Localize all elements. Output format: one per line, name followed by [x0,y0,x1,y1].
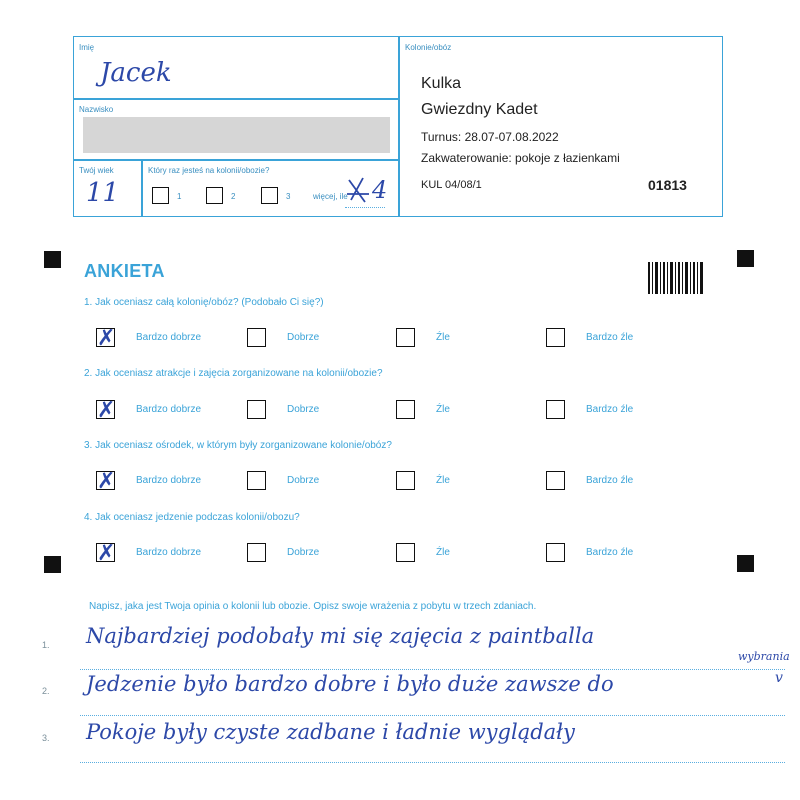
q1-checkbox-1[interactable] [96,326,116,351]
times-checkbox-3[interactable] [261,187,278,204]
times-option-3: 3 [286,192,291,201]
camp-label: Kolonie/obóz [405,43,452,52]
first-name-label: Imię [79,43,95,52]
times-option-2: 2 [231,192,236,201]
q4-checkbox-4[interactable] [546,543,565,562]
opinion-answer-1[interactable]: Najbardziej podobały mi się zajęcia z paintballa [86,624,595,648]
q1-option-label-2: Dobrze [287,332,320,343]
check-mark-icon: ✗ [97,398,116,423]
age-value[interactable]: 11 [86,178,120,208]
q1-option-label-1: Bardzo dobrze [136,332,202,343]
q1-checkbox-4[interactable] [546,328,565,347]
opinion-answer-2[interactable]: Jedzenie było bardzo dobre i było duże zawsze do [86,672,614,696]
q3-option-label-4: Bardzo źle [586,475,634,486]
barcode [648,262,704,294]
opinion-line-2 [80,715,785,716]
q1-checkbox-3[interactable] [396,328,415,347]
last-name-label: Nazwisko [79,105,114,114]
times-more-line [345,207,385,208]
q4-checkbox-2[interactable] [247,543,266,562]
check-mark-icon: ✗ [97,469,116,494]
first-name-value[interactable]: Jacek [100,58,172,88]
q2-checkbox-1[interactable] [96,398,116,423]
q1-option-label-3: Źle [436,332,450,343]
check-mark-icon: ✗ [97,326,116,351]
header-divider [398,36,400,217]
q2-checkbox-4[interactable] [546,400,565,419]
q4-option-label-2: Dobrze [287,547,320,558]
times-option-1: 1 [177,192,182,201]
camp-code: KUL 04/08/1 [421,179,482,191]
q3-checkbox-2[interactable] [247,471,266,490]
times-more-value[interactable]: 4 [372,176,388,204]
q3-option-label-1: Bardzo dobrze [136,475,202,486]
opinion-answer-3[interactable]: Pokoje były czyste zadbane i ładnie wyglądały [86,720,575,744]
q4-option-label-1: Bardzo dobrze [136,547,202,558]
q2-option-label-1: Bardzo dobrze [136,404,202,415]
question-3: 3. Jak oceniasz ośrodek, w którym były zorganizowane kolonie/obóz? [84,440,392,451]
q2-option-label-3: Źle [436,404,450,415]
age-label: Twój wiek [79,166,114,175]
form-number: 01813 [648,177,687,193]
q3-option-label-3: Źle [436,475,450,486]
q4-checkbox-3[interactable] [396,543,415,562]
opinion-prompt: Napisz, jaka jest Twoja opinia o kolonii lub obozie. Opisz swoje wrażenia z pobytu w trzech zdaniach. [89,601,537,612]
opinion-insertion: wybrania [738,650,790,663]
times-checkbox-2[interactable] [206,187,223,204]
question-4: 4. Jak oceniasz jedzenie podczas kolonii/obozu? [84,512,300,523]
name-divider [73,98,399,100]
turnus: Turnus: 28.07-07.08.2022 [421,130,559,144]
q4-checkbox-1[interactable] [96,541,116,566]
q3-option-label-2: Dobrze [287,475,320,486]
q4-option-label-4: Bardzo źle [586,547,634,558]
q3-checkbox-1[interactable] [96,469,116,494]
camp-program: Gwiezdny Kadet [421,101,538,118]
accommodation: Zakwaterowanie: pokoje z łazienkami [421,151,620,165]
question-1: 1. Jak oceniasz całą kolonię/obóz? (Podobało Ci się?) [84,297,324,308]
line-number-2: 2. [42,686,50,696]
check-mark-icon: ✗ [97,541,116,566]
q2-checkbox-3[interactable] [396,400,415,419]
registration-mark-bottom-left [44,556,61,573]
camp-name: Kulka [421,75,462,92]
last-name-redaction [83,117,390,153]
q2-option-label-4: Bardzo źle [586,404,634,415]
survey-title: ANKIETA [84,261,165,281]
q1-option-label-4: Bardzo źle [586,332,634,343]
times-label: Który raz jesteś na kolonii/obozie? [148,166,270,175]
question-2: 2. Jak oceniasz atrakcje i zajęcia zorganizowane na kolonii/obozie? [84,368,383,379]
q3-checkbox-3[interactable] [396,471,415,490]
registration-mark-bottom-right [737,555,754,572]
registration-mark-top-left [44,251,61,268]
q4-option-label-3: Źle [436,547,450,558]
line-number-1: 1. [42,640,50,650]
times-more-label: więcej, ile [313,192,348,201]
q3-checkbox-4[interactable] [546,471,565,490]
q2-checkbox-2[interactable] [247,400,266,419]
q2-option-label-2: Dobrze [287,404,320,415]
age-times-divider [141,159,143,217]
opinion-line-3 [80,762,785,763]
insertion-caret: v [775,670,783,686]
age-divider [73,159,399,161]
q1-checkbox-2[interactable] [247,328,266,347]
times-checkbox-1[interactable] [152,187,169,204]
line-number-3: 3. [42,733,50,743]
opinion-line-1 [80,669,785,670]
registration-mark-top-right [737,250,754,267]
